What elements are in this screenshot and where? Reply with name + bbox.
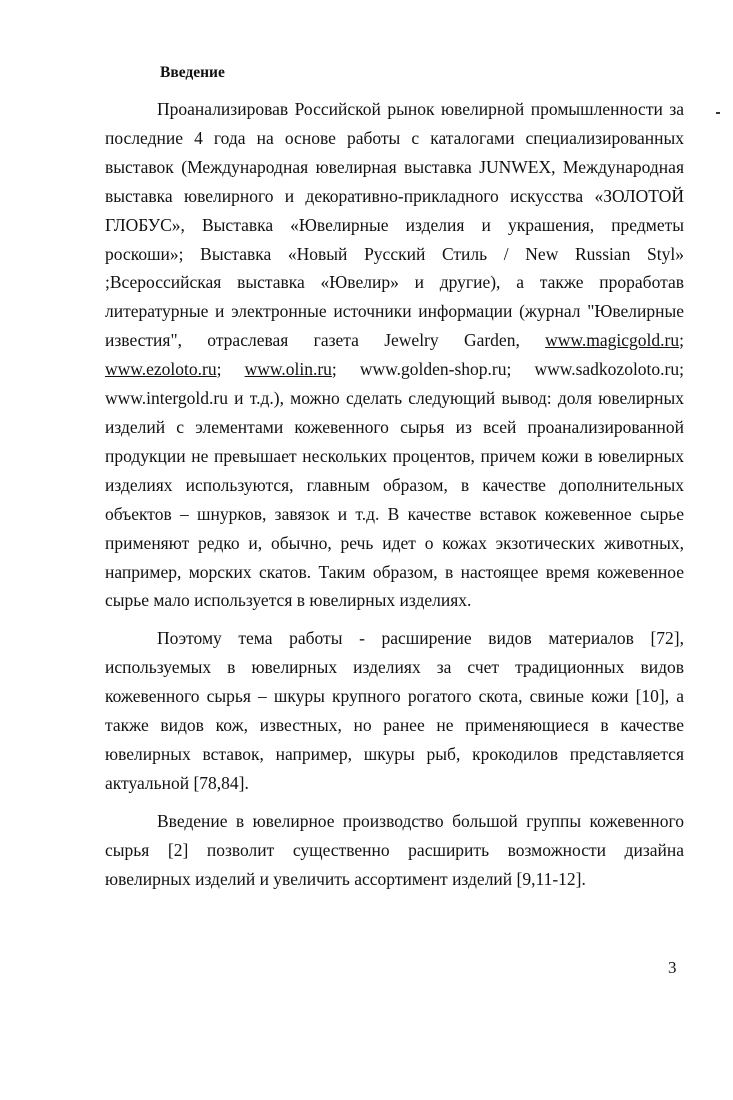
link-ezoloto[interactable]: www.ezoloto.ru (105, 359, 217, 380)
body-text (105, 95, 684, 893)
paragraph-intro (105, 95, 684, 615)
scan-artifact (716, 112, 720, 114)
text-run: ; (679, 330, 684, 351)
text-run: Проанализировав Российской рынок ювелирной промышленности за последние 4 года на основе работы с каталогами специализированных выставок (Международная ювелирная выставка JUNWEX, Международная выставка ювелирного и декоративно-прикладного искусства «ЗОЛОТОЙ ГЛОБУС», Выставка «Ювелирные изделия и украшения, предметы роскоши»; Выставка «Новый Русский Стиль / New Russian Styl» ;Всероссийская выставка «Ювелир» и другие), а также проработав литературные и электронные источники информации (журнал "Ювелирные известия", отраслевая газета Jewelry Garden, (105, 99, 684, 351)
text-run: Поэтому тема работы - расширение видов материалов [72], используемых в ювелирных изделиях за счет традиционных видов кожевенного сырья – шкуры крупного рогатого скота, свиные кожи [10], а также видов кож, известных, но ранее не применяющиеся в качестве ювелирных вставок, например, шкуры рыб, крокодилов представляется актуальной [78,84]. (105, 628, 684, 793)
text-run: ; www.golden-shop.ru; www.sadkozoloto.ru; www.intergold.ru и т.д.), можно сделать следующий вывод: доля ювелирных изделий с элементами кожевенного сырья из всей проанализированной продукции не превышает нескольких процентов, причем кожи в ювелирных изделиях используются, главным образом, в качестве дополнительных объектов – шнурков, завязок и т.д. В качестве вставок кожевенное сырье применяют редко и, обычно, речь идет о кожах экзотических животных, например, морских скатов. Таким образом, в настоящее время кожевенное сырье мало используется в ювелирных изделиях. (105, 359, 684, 611)
text-run: ; (216, 359, 245, 380)
page-number: 3 (668, 958, 677, 977)
link-olin[interactable]: www.olin.ru (244, 359, 332, 380)
text-run: Введение в ювелирное производство большой группы кожевенного сырья [2] позволит существенно расширить возможности дизайна ювелирных изделий и увеличить ассортимент изделий [9,11-12]. (105, 810, 684, 889)
paragraph-conclusion (105, 807, 684, 894)
paragraph-topic (105, 624, 684, 797)
section-heading: Введение (160, 64, 225, 81)
link-magicgold[interactable]: www.magicgold.ru (545, 330, 680, 351)
